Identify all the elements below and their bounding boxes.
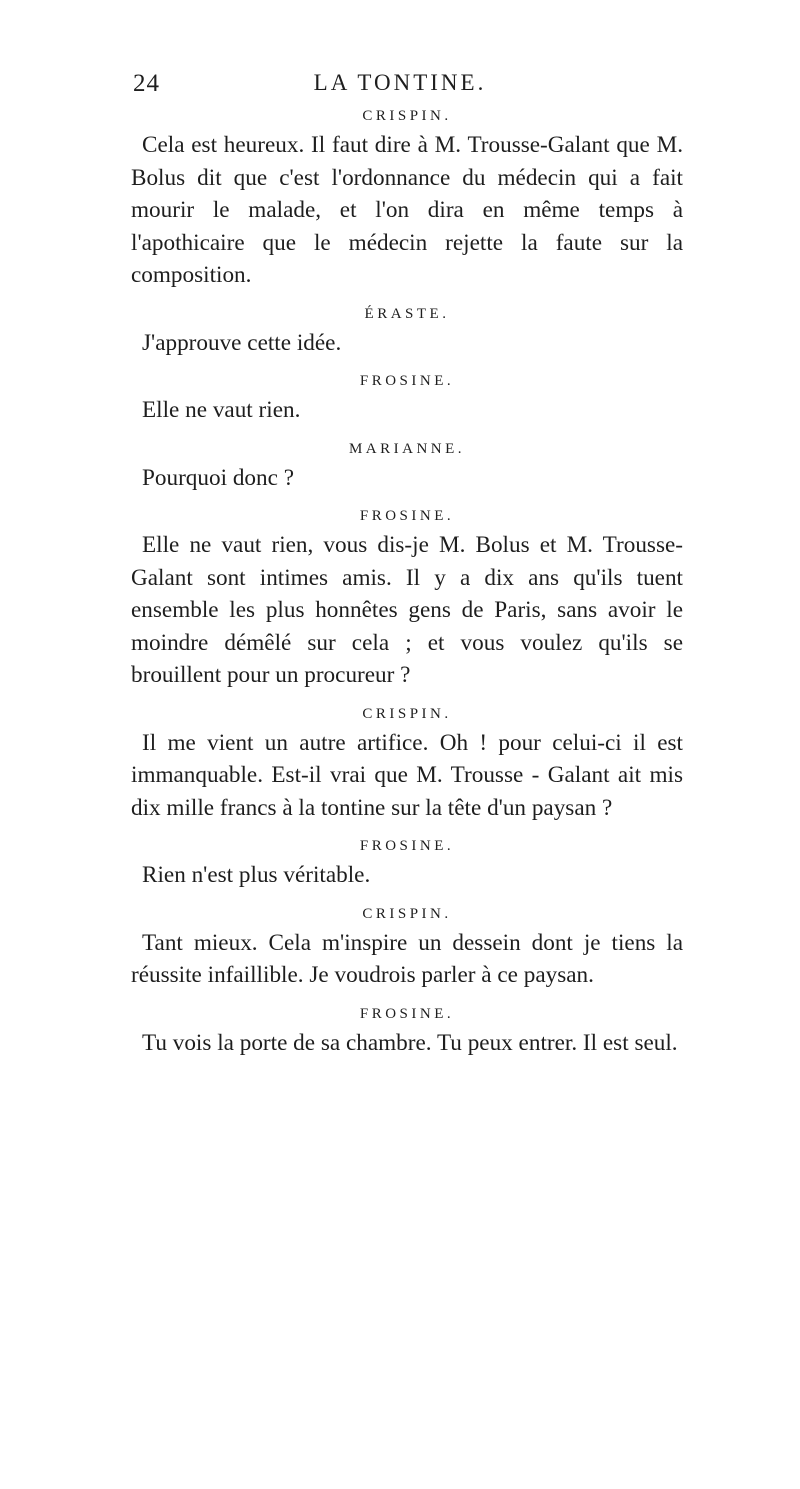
speech-text: Il me vient un autre artifice. Oh ! pour celui-ci il est immanquable. Est-il vrai que M. Trousse - Galant ait mis dix mille francs à la tontine sur la tête d'un paysan ?: [131, 729, 683, 821]
running-title: LA TONTINE.: [313, 70, 487, 95]
speaker-name: MARIANNE.: [348, 440, 466, 457]
dialogue-body: [131, 106, 683, 1071]
speaker-name: CRISPIN.: [362, 905, 452, 922]
speech-text: J'approuve cette idée.: [142, 329, 342, 356]
speaker-name: FROSINE.: [359, 838, 455, 854]
speech-text: Cela est heureux. Il faut dire à M. Trousse-Galant que M. Bolus dit que c'est l'ordonnance du médecin qui a fait mourir le malade, et l'on dira en même temps à l'apothicaire que le médecin rejette la faute sur la composition.: [131, 132, 683, 288]
speech-text: Elle ne vaut rien.: [142, 397, 301, 423]
dialogue-block: [131, 1004, 683, 1060]
speech-text: Elle ne vaut rien, vous dis-je M. Bolus et M. Trousse-Galant sont intimes amis. Il y a dix ans qu'ils tuent ensemble les plus honnêtes gens de Paris, sans avoir le moindre démêlé sur cela ; et vous voulez qu'ils se brouillent pour un procureur ?: [131, 532, 683, 688]
speaker-name: CRISPIN.: [362, 108, 452, 124]
dialogue-block: [131, 439, 683, 495]
speaker-name: FROSINE.: [359, 1005, 455, 1022]
dialogue-block: [131, 704, 683, 825]
speech-text: Tant mieux. Cela m'inspire un dessein dont je tiens la réussite infaillible. Je voudrois parler à ce paysan.: [131, 929, 683, 988]
speech-text: Pourquoi donc ?: [142, 464, 294, 491]
speech-text: Tu vois la porte de sa chambre. Tu peux entrer. Il est seul.: [142, 1029, 678, 1056]
page-number: 24: [133, 70, 160, 97]
speaker-name: CRISPIN.: [362, 705, 452, 722]
dialogue-block: [131, 506, 683, 692]
dialogue-block: [131, 106, 683, 292]
speaker-name: FROSINE.: [359, 373, 455, 389]
dialogue-block: [131, 371, 683, 427]
dialogue-block: [131, 304, 683, 360]
speaker-name: ÉRASTE.: [364, 305, 450, 322]
speaker-name: FROSINE.: [359, 508, 455, 524]
dialogue-block: [131, 836, 683, 892]
speech-text: Rien n'est plus véritable.: [142, 862, 371, 888]
page-header: [0, 70, 800, 100]
dialogue-block: [131, 904, 683, 992]
